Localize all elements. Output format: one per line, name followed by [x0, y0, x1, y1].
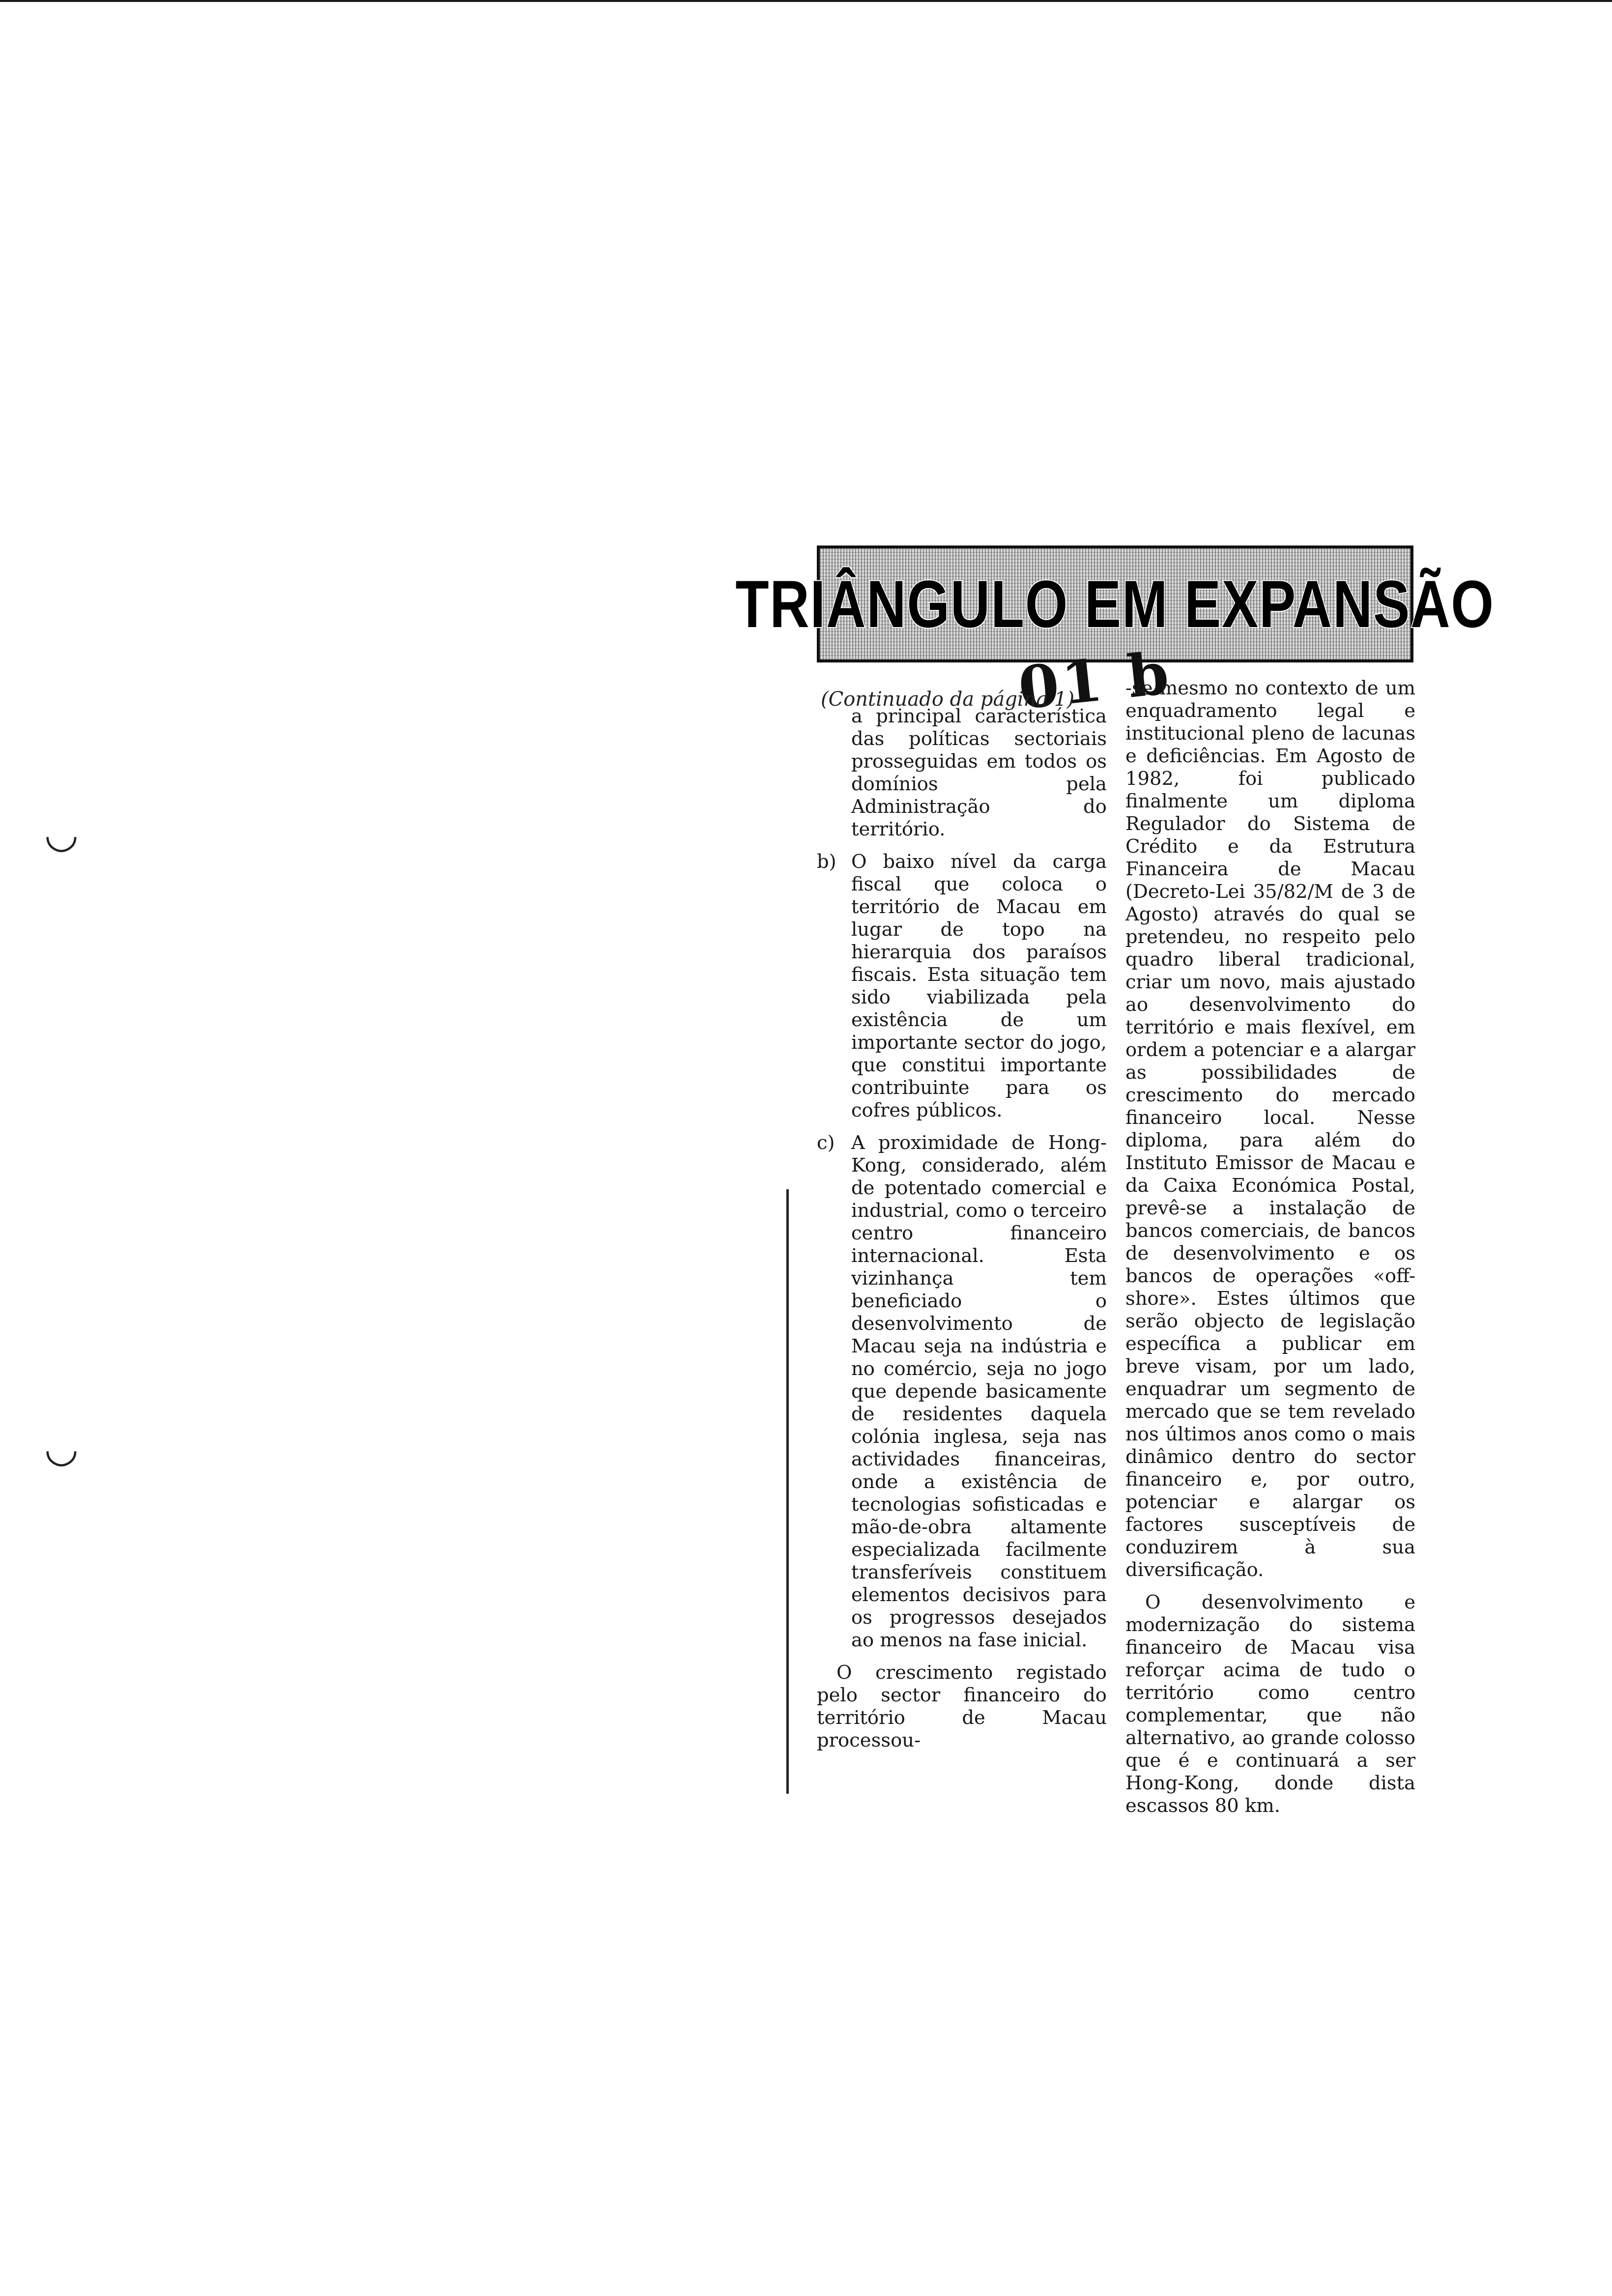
article-column-1	[817, 705, 1107, 1762]
closing-paragraph: O crescimento registado pelo sector financeiro do território de Macau processou-	[817, 1662, 1107, 1751]
continuation-note: (Continuado da página 1)	[821, 688, 1075, 711]
handwritten-annotation: 01 b	[1015, 638, 1175, 722]
headline-title: TRIÂNGULO EM EXPANSÃO	[735, 567, 1495, 641]
margin-mark-upper: ◡	[44, 811, 79, 857]
item-b-text: O baixo nível da carga fiscal que coloca o território de Macau em lugar de topo na hierarquia dos paraísos fiscais. Esta situação tem sido viabilizada pela existência de um importante sector do jogo, que constitui importante contribuinte para os cofres públicos.	[851, 851, 1107, 1121]
item-c-text: A proximidade de Hong-Kong, considerado, além de potentado comercial e industrial, como o terceiro centro financeiro internacional. Esta vizinhança tem beneficiado o desenvolvimento de Macau seja na indústria e no comércio, seja no jogo que depende basicamente de residentes daquela colónia inglesa, seja nas actividades financeiras, onde a existência de tecnologias sofisticadas e mão-de-obra altamente especializada facilmente transferíveis constituem elementos decisivos para os progressos desejados ao menos na fase inicial.	[851, 1132, 1107, 1651]
newspaper-clipping	[735, 545, 1495, 1817]
item-c-letter: c)	[817, 1132, 835, 1154]
lead-paragraph: a principal característica das políticas sectoriais prosseguidas em todos os domínios pela Administração do território.	[851, 705, 1107, 840]
column2-paragraph-2: O desenvolvimento e modernização do sistema financeiro de Macau visa reforçar acima de tudo o território como centro complementar, que não alternativo, ao grande colosso que é e continuará a ser Hong-Kong, donde dista escassos 80 km.	[1125, 1591, 1415, 1817]
article-column-2	[1125, 677, 1415, 1827]
clipping-left-edge	[786, 1189, 789, 1794]
list-item-c	[817, 1132, 1107, 1652]
margin-mark-lower: ◡	[44, 1425, 79, 1471]
top-edge-rule	[0, 0, 1612, 2]
item-b-letter: b)	[817, 851, 836, 873]
list-item-b	[817, 851, 1107, 1122]
column2-paragraph-1: -se mesmo no contexto de um enquadramento legal e institucional pleno de lacunas e deficiências. Em Agosto de 1982, foi publicado finalmente um diploma Regulador do Sistema de Crédito e da Estrutura Financeira de Macau (Decreto-Lei 35/82/M de 3 de Agosto) através do qual se pretendeu, no respeito pelo quadro liberal tradicional, criar um novo, mais ajustado ao desenvolvimento do território e mais flexível, em ordem a potenciar e a alargar as possibilidades de crescimento do mercado financeiro local. Nesse diploma, para além do Instituto Emissor de Macau e da Caixa Económica Postal, prevê-se a instalação de bancos comerciais, de bancos de desenvolvimento e os bancos de operações «off-shore». Estes últimos que serão objecto de legislação específica a publicar em breve visam, por um lado, enquadrar um segmento de mercado que se tem revelado nos últimos anos como o mais dinâmico dentro do sector financeiro e, por outro, potenciar e alargar os factores susceptíveis de conduzirem à sua diversificação.	[1125, 677, 1415, 1581]
